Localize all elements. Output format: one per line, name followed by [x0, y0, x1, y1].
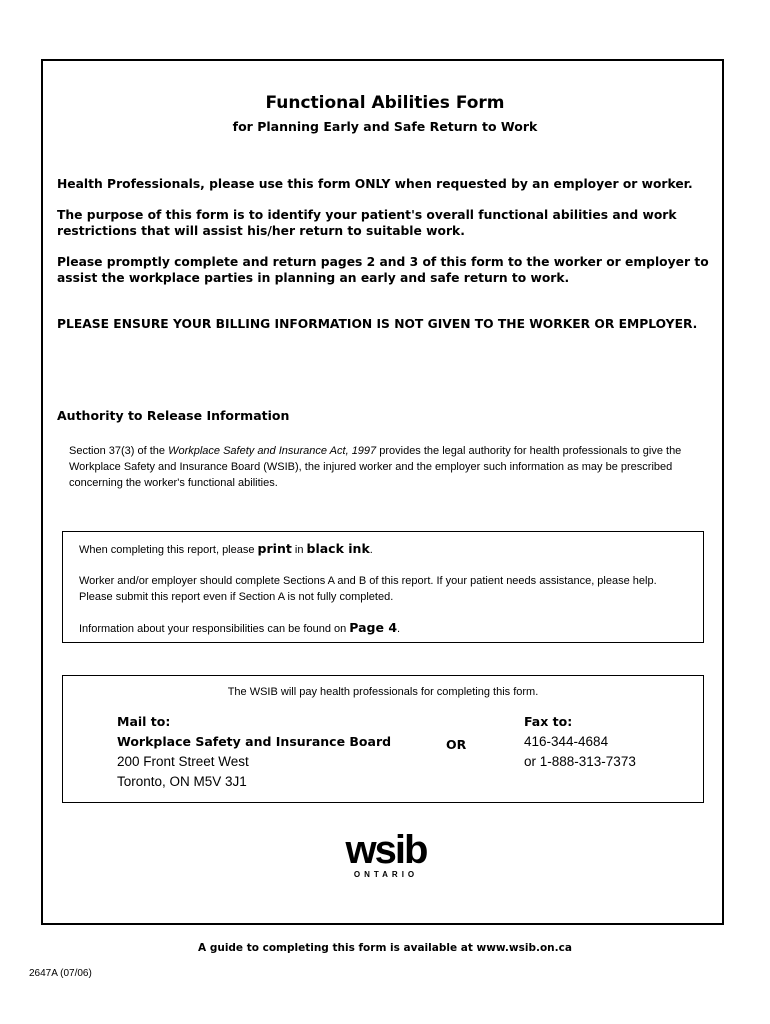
authority-text-before: Section 37(3) of the	[69, 445, 169, 457]
black-ink-emphasis: black ink	[306, 541, 370, 556]
mail-address	[117, 712, 391, 792]
form-number: 2647A (07/06)	[29, 968, 92, 979]
fax-label: Fax to:	[524, 714, 573, 729]
page-4-reference: Page 4	[349, 620, 398, 635]
instruction-ink-text: When completing this report, please	[79, 544, 258, 556]
logo-word: wsib	[345, 829, 427, 872]
contact-box	[62, 675, 704, 803]
act-name: Workplace Safety and Insurance Act, 1997	[168, 445, 377, 457]
authority-text	[69, 443, 709, 491]
fax-number-tollfree: or 1-888-313-7373	[524, 754, 636, 769]
responsibilities-text: Information about your responsibilities can be found on	[79, 623, 350, 635]
instructions-box	[62, 531, 704, 643]
instruction-sections: Worker and/or employer should complete Sections A and B of this report. If your patient needs assistance, please help. Please submit this report even if Section A is not fully completed.	[79, 575, 657, 603]
responsibilities-period: .	[397, 623, 401, 635]
instruction-ink	[79, 541, 689, 558]
wsib-logo	[336, 829, 436, 881]
billing-warning: PLEASE ENSURE YOUR BILLING INFORMATION IS NOT GIVEN TO THE WORKER OR EMPLOYER.	[57, 317, 698, 331]
intro-paragraph-3: Please promptly complete and return pages 2 and 3 of this form to the worker or employer to assist the workplace parties in planning an early and safe return to work.	[57, 255, 709, 285]
authority-text-after: provides the legal authority for health professionals to give the Workplace Safety and Insurance Board (WSIB), the injured worker and the employer such information as may be prescribed concerning the worker's functional abilities.	[69, 445, 682, 489]
fax-number-local: 416-344-4684	[524, 734, 609, 749]
mail-label: Mail to:	[117, 714, 171, 729]
print-emphasis: print	[257, 541, 292, 556]
page-subtitle: for Planning Early and Safe Return to Work	[232, 119, 538, 134]
page-title: Functional Abilities Form	[265, 93, 505, 113]
intro-paragraph-2: The purpose of this form is to identify your patient's overall functional abilities and work restrictions that will assist his/her return to suitable work.	[57, 208, 677, 238]
organization-name: Workplace Safety and Insurance Board	[117, 734, 392, 749]
intro-paragraph-1: Health Professionals, please use this form ONLY when requested by an employer or worker.	[57, 177, 693, 191]
city-address: Toronto, ON M5V 3J1	[117, 774, 247, 789]
payment-note: The WSIB will pay health professionals for completing this form.	[227, 686, 539, 698]
authority-heading: Authority to Release Information	[57, 408, 290, 423]
logo-subtitle: ONTARIO	[353, 870, 419, 879]
street-address: 200 Front Street West	[117, 754, 249, 769]
fax-info	[524, 712, 636, 772]
or-separator: OR	[446, 737, 467, 752]
instruction-in: in	[291, 544, 307, 556]
guide-footer: A guide to completing this form is available at www.wsib.on.ca	[198, 942, 572, 954]
instruction-responsibilities	[79, 620, 689, 637]
instruction-period: .	[369, 544, 373, 556]
